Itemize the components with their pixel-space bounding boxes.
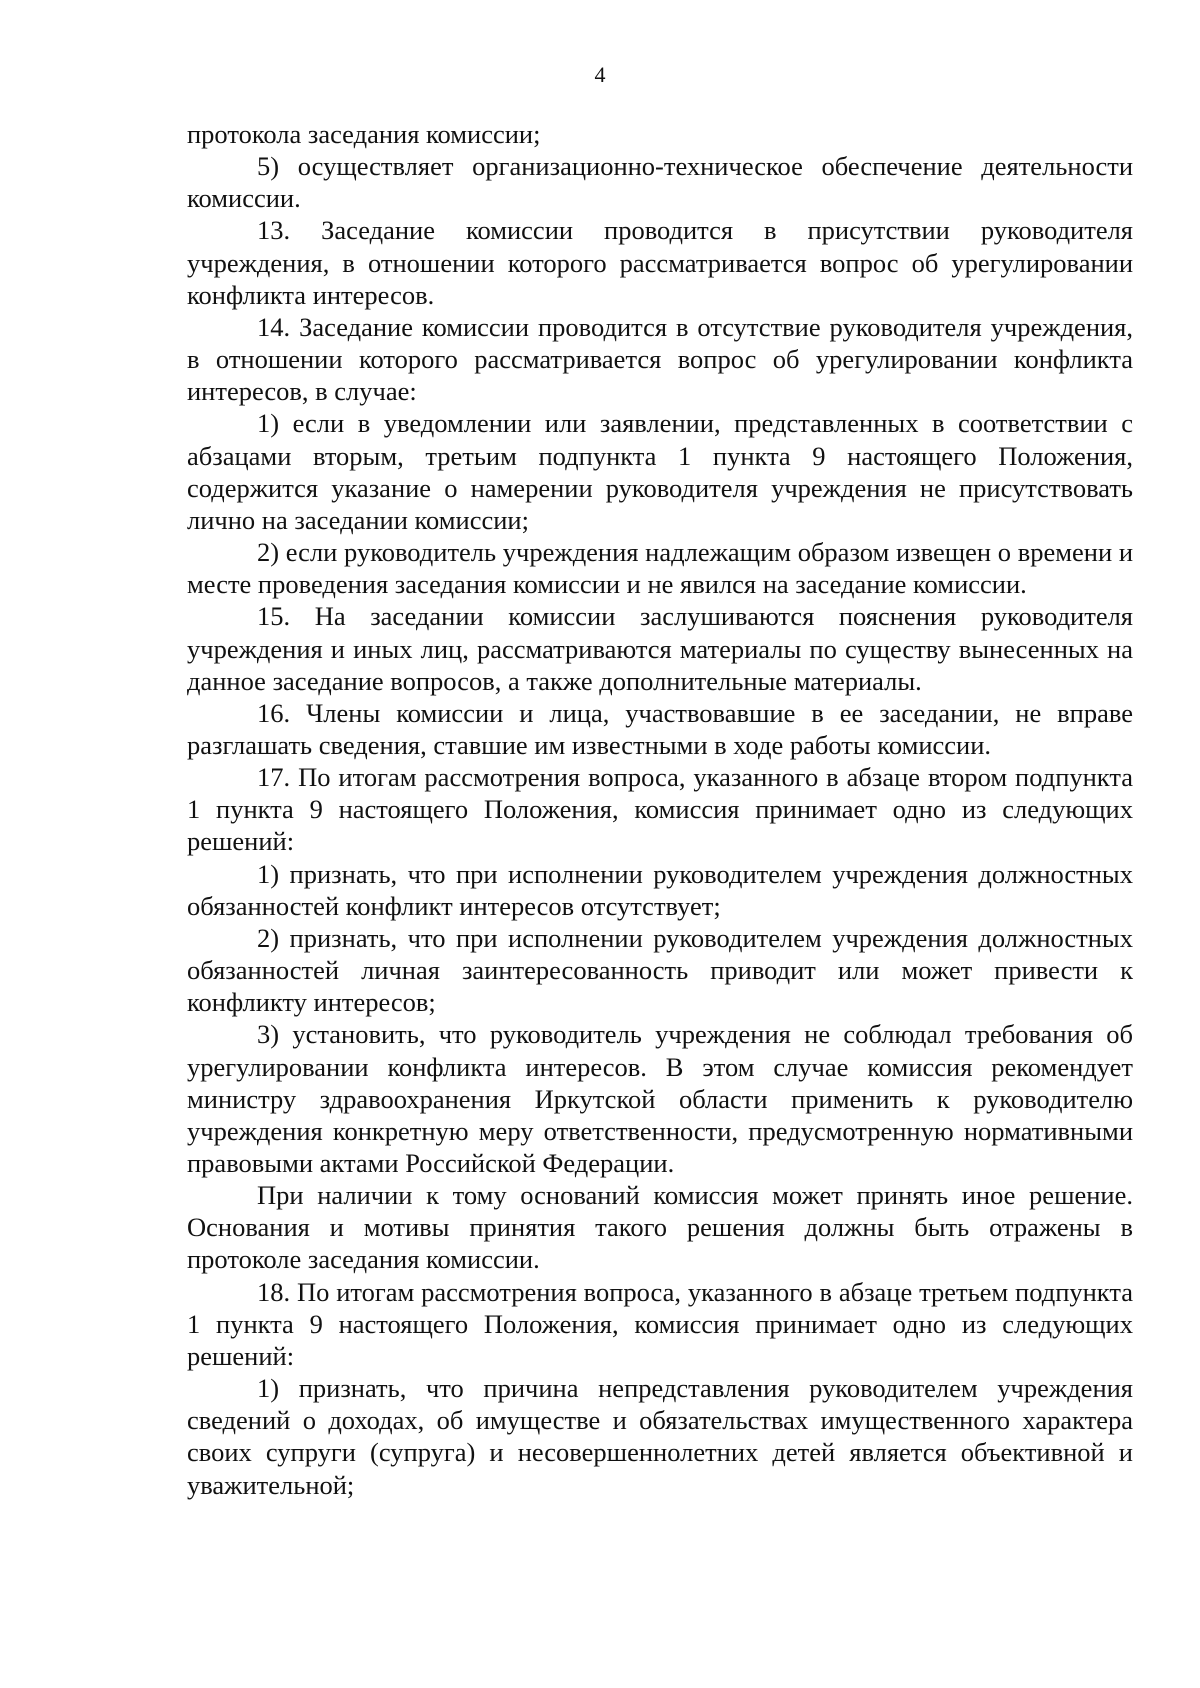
paragraph-17: 17. По итогам рассмотрения вопроса, указанного в абзаце втором подпункта 1 пункта 9 настоящего Положения, комиссия принимает одно из следующих решений: (187, 762, 1133, 857)
paragraph-17-item-1: 1) признать, что при исполнении руководителем учреждения должностных обязанностей конфликт интересов отсутствует; (187, 858, 1133, 921)
paragraph-15: 15. На заседании комиссии заслушиваются пояснения руководителя учреждения и иных лиц, рассматриваются материалы по существу вынесенных на данное заседание вопросов, а также дополнительные материалы. (187, 601, 1133, 696)
paragraph-item-5: 5) осуществляет организационно-техническое обеспечение деятельности комиссии. (187, 151, 1133, 214)
paragraph-18-item-1: 1) признать, что причина непредставления руководителем учреждения сведений о доходах, об имуществе и обязательствах имущественного характера своих супруги (супруга) и несовершеннолетних детей является объективной и уважительной; (187, 1373, 1133, 1500)
paragraph-continuation: протокола заседания комиссии; (187, 119, 541, 149)
paragraph-17-item-2: 2) признать, что при исполнении руководителем учреждения должностных обязанностей личная заинтересованность приводит или может привести к конфликту интересов; (187, 922, 1133, 1018)
paragraph-18: 18. По итогам рассмотрения вопроса, указанного в абзаце третьем подпункта 1 пункта 9 настоящего Положения, комиссия принимает одно из следующих решений: (187, 1276, 1133, 1371)
paragraph-16: 16. Члены комиссии и лица, участвовавшие в ее заседании, не вправе разглашать сведения, ставшие им известными в ходе работы комиссии. (187, 697, 1133, 760)
document-body (187, 118, 1133, 1501)
paragraph-14-item-1: 1) если в уведомлении или заявлении, представленных в соответствии с абзацами вторым, третьим подпункта 1 пункта 9 настоящего Положения, содержится указание о намерении руководителя учреждения не присутствовать лично на заседании комиссии; (187, 408, 1133, 535)
paragraph-17-note: При наличии к тому оснований комиссия может принять иное решение. Основания и мотивы принятия такого решения должны быть отражены в протоколе заседания комиссии. (187, 1180, 1133, 1275)
paragraph-17-item-3: 3) установить, что руководитель учреждения не соблюдал требования об урегулировании конфликта интересов. В этом случае комиссия рекомендует министру здравоохранения Иркутской области применить к руководителю учреждения конкретную меру ответственности, предусмотренную нормативными правовыми актами Российской Федерации. (187, 1019, 1133, 1178)
paragraph-14-item-2: 2) если руководитель учреждения надлежащим образом извещен о времени и месте проведения заседания комиссии и не явился на заседание комиссии. (187, 537, 1133, 600)
paragraph-13: 13. Заседание комиссии проводится в присутствии руководителя учреждения, в отношении которого рассматривается вопрос об урегулировании конфликта интересов. (187, 215, 1133, 310)
page-number: 4 (594, 62, 606, 87)
paragraph-14: 14. Заседание комиссии проводится в отсутствие руководителя учреждения, в отношении которого рассматривается вопрос об урегулировании конфликта интересов, в случае: (187, 311, 1133, 407)
